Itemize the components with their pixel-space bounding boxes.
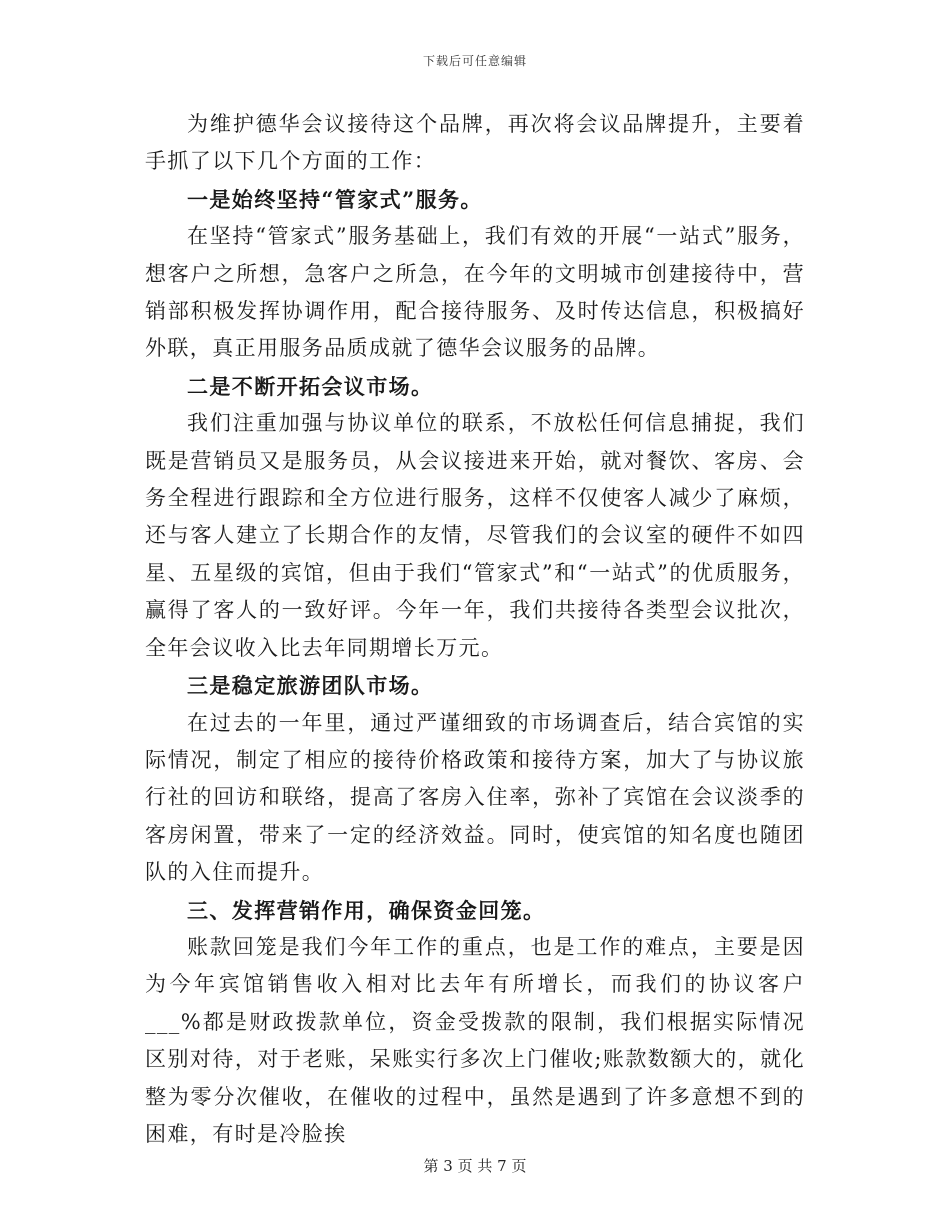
- paragraph-intro: 为维护德华会议接待这个品牌，再次将会议品牌提升，主要着手抓了以下几个方面的工作：: [145, 112, 805, 174]
- paragraph-conference-market: 我们注重加强与协议单位的联系，不放松任何信息捕捉，我们既是营销员又是服务员，从会议接进来开始，就对餐饮、客房、会务全程进行跟踪和全方位进行服务，这样不仅使客人减少了麻烦，还与客人建立了长期合作的友情，尽管我们的会议室的硬件不如四星、五星级的宾馆，但由于我们“管家式”和“一站式”的优质服务，赢得了客人的一致好评。今年一年，我们共接待各类型会议批次，全年会议收入比去年同期增长万元。: [145, 411, 805, 660]
- section-heading-tour-group-market: 三是稳定旅游团队市场。: [187, 673, 434, 699]
- paragraph-fund-recovery: 账款回笼是我们今年工作的重点，也是工作的难点，主要是因为今年宾馆销售收入相对比去年有所增长，而我们的协议客户___%都是财政拨款单位，资金受拨款的限制，我们根据实际情况区别对待，对于老账，呆账实行多次上门催收;账款数额大的，就化整为零分次催收，在催收的过程中，虽然是遇到了许多意想不到的困难，有时是冷脸挨: [145, 934, 805, 1146]
- section-heading-conference-market: 二是不断开拓会议市场。: [187, 373, 434, 399]
- section-heading-fund-recovery: 三、发挥营销作用，确保资金回笼。: [187, 897, 546, 923]
- section-heading-butler-service: 一是始终坚持“管家式”服务。: [187, 186, 483, 212]
- document-body: [145, 106, 805, 1153]
- paragraph-tour-group-market: 在过去的一年里，通过严谨细致的市场调查后，结合宾馆的实际情况，制定了相应的接待价格政策和接待方案，加大了与协议旅行社的回访和联络，提高了客房入住率，弥补了宾馆在会议淡季的客房闲置，带来了一定的经济效益。同时，使宾馆的知名度也随团队的入住而提升。: [145, 710, 805, 885]
- page-number: 第 3 页 共 7 页: [423, 1157, 527, 1175]
- page-header: 下载后可任意编辑: [422, 54, 527, 68]
- paragraph-butler-service: 在坚持“管家式”服务基础上，我们有效的开展“一站式”服务，想客户之所想，急客户之所急，在今年的文明城市创建接待中，营销部积极发挥协调作用，配合接待服务、及时传达信息，积极搞好外联，真正用服务品质成就了德华会议服务的品牌。: [145, 224, 805, 361]
